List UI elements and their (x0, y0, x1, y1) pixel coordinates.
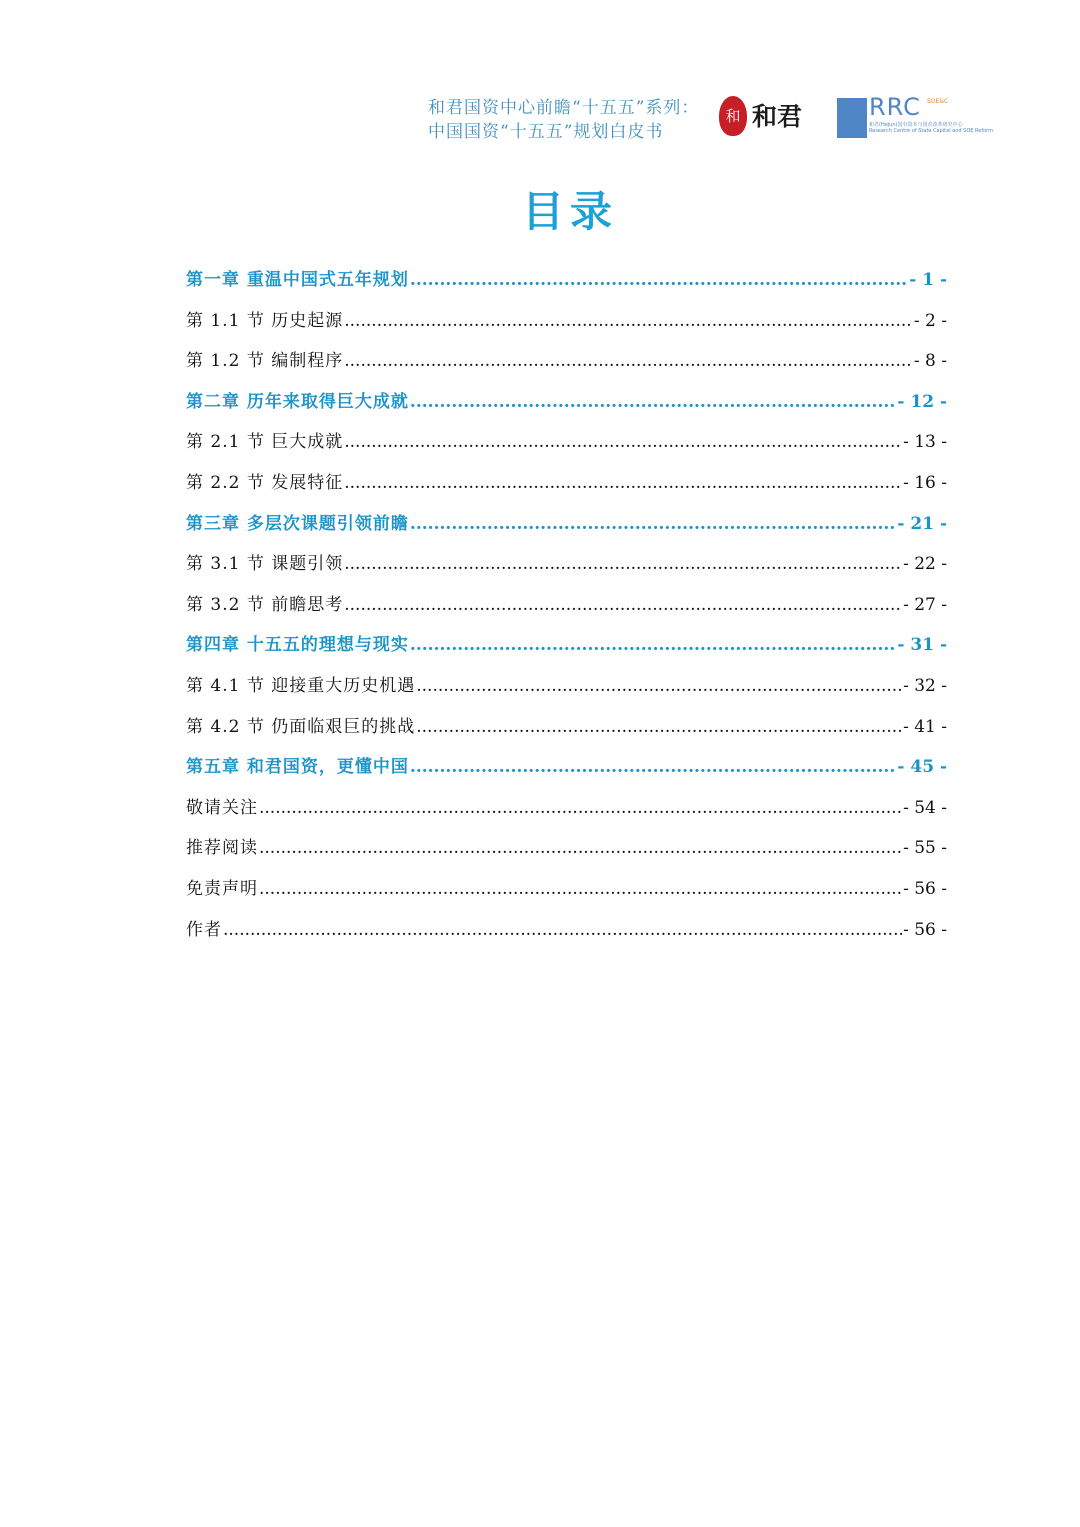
toc-chapter-entry[interactable] (186, 504, 947, 545)
toc-entry-page: - 12 - (897, 391, 947, 412)
toc-entry-page: - 13 - (903, 432, 947, 453)
toc-chapter-entry[interactable] (186, 625, 947, 666)
rrc-logo-subtitle (869, 122, 993, 134)
toc-entry[interactable] (186, 707, 947, 748)
hejun-logo-text: 和君 (752, 102, 803, 131)
toc-chapter-entry[interactable] (186, 260, 947, 301)
toc-dot-leader (410, 382, 896, 423)
toc-dot-leader (223, 910, 902, 951)
toc-dot-leader (259, 869, 902, 910)
toc-dot-leader (259, 828, 902, 869)
rrc-logo-block-icon (837, 98, 867, 138)
toc-dot-leader (259, 788, 902, 829)
toc-entry-label: 第 4.2 节 仍面临艰巨的挑战 (186, 716, 416, 737)
page-title: 目录 (521, 187, 618, 236)
toc-entry-page: - 2 - (913, 310, 947, 331)
toc-dot-leader (410, 504, 896, 545)
toc-entry[interactable] (186, 788, 947, 829)
toc-dot-leader (344, 341, 913, 382)
rrc-logo-text: RRC (869, 93, 921, 121)
toc-entry-label: 第二章 历年来取得巨大成就 (186, 391, 409, 412)
toc-dot-leader (416, 707, 902, 748)
toc-entry[interactable] (186, 666, 947, 707)
rrc-logo-superscript: SOE&C (927, 98, 949, 105)
rrc-subtitle-en: Research Centre of State Capital and SOE Reform (869, 128, 994, 134)
toc-entry-page: - 56 - (903, 919, 947, 940)
header-line-1: 和君国资中心前瞻“十五五”系列： (428, 98, 700, 118)
toc-dot-leader (344, 301, 913, 342)
toc-entry-label: 第一章 重温中国式五年规划 (186, 270, 409, 290)
toc-entry-label: 第 4.1 节 迎接重大历史机遇 (186, 675, 416, 696)
toc-entry-page: - 16 - (903, 472, 947, 493)
toc-entry-label: 第 2.2 节 发展特征 (186, 472, 344, 493)
toc-entry[interactable] (186, 341, 947, 382)
toc-entry[interactable] (186, 463, 947, 504)
toc-dot-leader (344, 585, 902, 626)
header-line-2: 中国国资“十五五”规划白皮书 (428, 122, 664, 142)
toc-entry-page: - 56 - (903, 878, 947, 899)
toc-entry-page: - 22 - (903, 554, 947, 575)
toc-dot-leader (344, 463, 902, 504)
toc-entry-label: 第五章 和君国资，更懂中国 (186, 757, 409, 778)
toc-entry[interactable] (186, 869, 947, 910)
toc-dot-leader (410, 747, 896, 788)
toc-chapter-entry[interactable] (186, 747, 947, 788)
table-of-contents (186, 260, 947, 950)
toc-entry-label: 推荐阅读 (186, 838, 258, 859)
toc-dot-leader (344, 422, 902, 463)
toc-chapter-entry[interactable] (186, 382, 947, 423)
toc-entry-page: - 1 - (909, 270, 947, 290)
toc-dot-leader (344, 544, 902, 585)
toc-entry-page: - 45 - (897, 757, 947, 778)
toc-entry-page: - 55 - (903, 838, 947, 859)
toc-entry[interactable] (186, 422, 947, 463)
toc-entry-page: - 21 - (897, 513, 947, 534)
toc-entry-page: - 54 - (903, 797, 947, 818)
toc-entry-label: 第三章 多层次课题引领前瞻 (186, 513, 409, 534)
toc-entry[interactable] (186, 910, 947, 951)
toc-entry-label: 第 3.1 节 课题引领 (186, 554, 344, 575)
toc-entry[interactable] (186, 301, 947, 342)
hejun-seal-logo: 和 (719, 96, 747, 136)
toc-entry-label: 第 2.1 节 巨大成就 (186, 432, 344, 453)
header-series-title (428, 96, 699, 144)
toc-entry-page: - 8 - (913, 351, 947, 372)
toc-entry-label: 敬请关注 (186, 797, 258, 818)
rrc-subtitle-cn: 和君(Hejun)国有资本与国企改革研究中心 (869, 122, 963, 128)
toc-dot-leader (410, 260, 908, 301)
toc-entry-label: 第四章 十五五的理想与现实 (186, 635, 409, 656)
toc-entry-page: - 27 - (903, 594, 947, 615)
toc-dot-leader (410, 625, 896, 666)
page-header (0, 92, 1080, 152)
toc-dot-leader (416, 666, 902, 707)
toc-entry-label: 第 1.1 节 历史起源 (186, 310, 344, 331)
toc-entry-page: - 31 - (897, 635, 947, 656)
toc-entry[interactable] (186, 828, 947, 869)
toc-entry-page: - 32 - (903, 675, 947, 696)
toc-entry-page: - 41 - (903, 716, 947, 737)
toc-entry[interactable] (186, 544, 947, 585)
toc-entry-label: 免责声明 (186, 878, 258, 899)
toc-entry-label: 第 1.2 节 编制程序 (186, 351, 344, 372)
toc-entry[interactable] (186, 585, 947, 626)
toc-entry-label: 作者 (186, 919, 222, 940)
toc-entry-label: 第 3.2 节 前瞻思考 (186, 594, 344, 615)
